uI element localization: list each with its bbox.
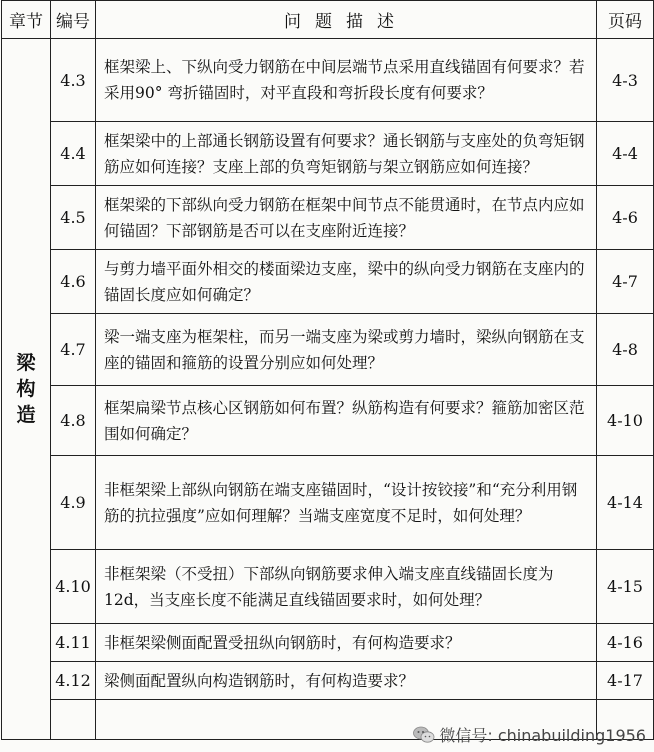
row-description: 非框架梁（不受扭）下部纵向钢筋要求伸入端支座直线锚固长度为12d，当支座长度不能满足直线锚固要求时，如何处理？ — [96, 550, 597, 624]
table-row — [2, 39, 654, 122]
row-page: 4-6 — [597, 186, 654, 250]
row-number: 4.6 — [51, 250, 96, 314]
table-row — [2, 122, 654, 186]
row-number: 4.11 — [51, 624, 96, 662]
row-number: 4.10 — [51, 550, 96, 624]
row-page: 4-14 — [597, 456, 654, 550]
question-table — [1, 0, 654, 740]
empty-cell — [51, 700, 96, 740]
header-number: 编号 — [51, 1, 96, 39]
table-row — [2, 186, 654, 250]
header-description: 问题描述 — [96, 1, 597, 39]
table-row — [2, 314, 654, 386]
row-number: 4.9 — [51, 456, 96, 550]
row-page: 4-3 — [597, 39, 654, 122]
table-row — [2, 550, 654, 624]
row-description: 框架梁上、下纵向受力钢筋在中间层端节点采用直线锚固有何要求？若采用90° 弯折锚固时，对平直段和弯折段长度有何要求？ — [96, 39, 597, 122]
row-page: 4-17 — [597, 662, 654, 700]
watermark — [413, 723, 646, 746]
row-number: 4.12 — [51, 662, 96, 700]
header-chapter: 章节 — [2, 1, 51, 39]
row-page: 4-7 — [597, 250, 654, 314]
row-description: 非框架梁上部纵向钢筋在端支座锚固时，“设计按铰接”和“充分利用钢筋的抗拉强度”应如何理解？当端支座宽度不足时，如何处理？ — [96, 456, 597, 550]
row-number: 4.8 — [51, 386, 96, 456]
chapter-label: 梁构造 — [16, 352, 36, 426]
table-header-row — [2, 1, 654, 39]
wechat-icon — [413, 726, 435, 744]
table-row — [2, 386, 654, 456]
row-number: 4.4 — [51, 122, 96, 186]
table-row — [2, 456, 654, 550]
table-row — [2, 662, 654, 700]
row-number: 4.3 — [51, 39, 96, 122]
row-page: 4-16 — [597, 624, 654, 662]
row-description: 梁侧面配置纵向构造钢筋时，有何构造要求？ — [96, 662, 597, 700]
row-description: 框架扁梁节点核心区钢筋如何布置？纵筋构造有何要求？箍筋加密区范围如何确定？ — [96, 386, 597, 456]
row-description: 非框架梁侧面配置受扭纵向钢筋时，有何构造要求？ — [96, 624, 597, 662]
chapter-cell — [2, 39, 51, 740]
table-row — [2, 624, 654, 662]
row-description: 框架梁中的上部通长钢筋设置有何要求？通长钢筋与支座处的负弯矩钢筋应如何连接？支座上部的负弯矩钢筋与架立钢筋应如何连接？ — [96, 122, 597, 186]
header-page: 页码 — [597, 1, 654, 39]
row-page: 4-4 — [597, 122, 654, 186]
row-description: 框架梁的下部纵向受力钢筋在框架中间节点不能贯通时，在节点内应如何锚固？下部钢筋是否可以在支座附近连接？ — [96, 186, 597, 250]
row-description: 梁一端支座为框架柱，而另一端支座为梁或剪力墙时，梁纵向钢筋在支座的锚固和箍筋的设置分别应如何处理？ — [96, 314, 597, 386]
row-page: 4-15 — [597, 550, 654, 624]
row-number: 4.7 — [51, 314, 96, 386]
table-row — [2, 250, 654, 314]
row-page: 4-8 — [597, 314, 654, 386]
row-description: 与剪力墙平面外相交的楼面梁边支座，梁中的纵向受力钢筋在支座内的锚固长度应如何确定？ — [96, 250, 597, 314]
row-page: 4-10 — [597, 386, 654, 456]
watermark-label: 微信号: chinabuilding1956 — [439, 726, 646, 745]
row-number: 4.5 — [51, 186, 96, 250]
